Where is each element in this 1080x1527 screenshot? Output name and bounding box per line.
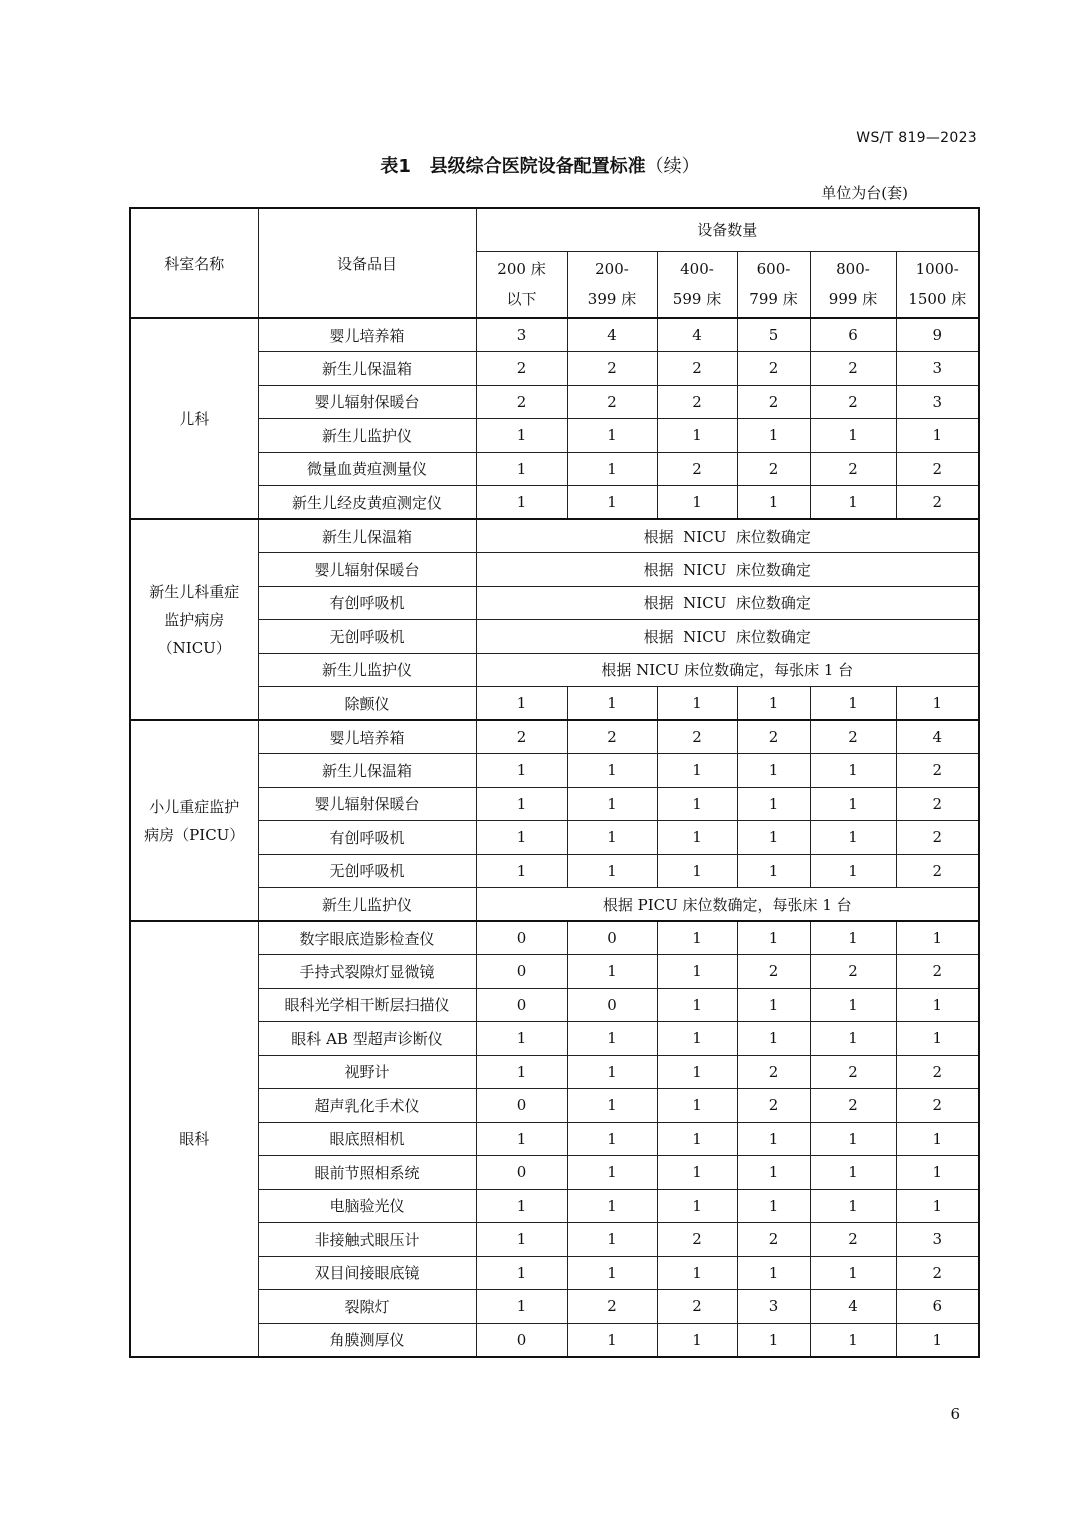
quantity-cell: 1 (896, 1122, 979, 1156)
quantity-cell: 1 (810, 486, 896, 520)
quantity-cell: 1 (737, 419, 810, 453)
equipment-item: 婴儿培养箱 (258, 720, 476, 754)
quantity-cell: 3 (476, 318, 567, 352)
quantity-cell: 2 (737, 452, 810, 486)
header-bed-range (567, 251, 657, 318)
quantity-cell: 1 (476, 1290, 567, 1324)
quantity-cell: 1 (737, 1156, 810, 1190)
bed-range-line2: 599 床 (672, 290, 722, 309)
department-name-line: （NICU） (157, 638, 231, 657)
equipment-item: 视野计 (258, 1055, 476, 1089)
quantity-cell: 1 (896, 419, 979, 453)
quantity-cell: 1 (810, 787, 896, 821)
table-row (130, 1055, 979, 1089)
quantity-cell: 1 (657, 1156, 737, 1190)
equipment-item: 眼底照相机 (258, 1122, 476, 1156)
table-row (130, 687, 979, 721)
table-row (130, 1256, 979, 1290)
quantity-cell: 2 (810, 955, 896, 989)
table-row (130, 452, 979, 486)
bed-range-line1: 1000- (915, 260, 959, 279)
quantity-cell: 1 (657, 1089, 737, 1123)
quantity-cell: 1 (810, 921, 896, 955)
quantity-cell: 1 (657, 787, 737, 821)
table-row (130, 787, 979, 821)
equipment-item: 婴儿辐射保暖台 (258, 553, 476, 587)
equipment-item: 新生儿经皮黄疸测定仪 (258, 486, 476, 520)
quantity-cell: 1 (657, 486, 737, 520)
quantity-cell: 1 (657, 687, 737, 721)
unit-note: 单位为台(套) (821, 184, 908, 202)
quantity-cell: 1 (476, 821, 567, 855)
page-number: 6 (950, 1405, 960, 1423)
quantity-cell: 1 (476, 1189, 567, 1223)
quantity-cell: 1 (737, 1022, 810, 1056)
equipment-item: 双目间接眼底镜 (258, 1256, 476, 1290)
quantity-cell: 2 (810, 1089, 896, 1123)
quantity-cell: 1 (810, 988, 896, 1022)
department-name-line: 眼科 (179, 1129, 210, 1148)
quantity-cell: 1 (657, 988, 737, 1022)
equipment-item: 新生儿保温箱 (258, 519, 476, 553)
quantity-cell: 1 (567, 955, 657, 989)
equipment-item: 电脑验光仪 (258, 1189, 476, 1223)
table-label: 表1 (380, 156, 411, 177)
quantity-note: 根据 PICU 床位数确定，每张床 1 台 (476, 888, 979, 922)
quantity-cell: 1 (567, 419, 657, 453)
table-row (130, 1223, 979, 1257)
equipment-item: 新生儿监护仪 (258, 419, 476, 453)
quantity-cell: 2 (896, 1055, 979, 1089)
quantity-cell: 4 (896, 720, 979, 754)
quantity-cell: 1 (810, 754, 896, 788)
quantity-note: 根据 NICU 床位数确定 (476, 586, 979, 620)
table-row (130, 352, 979, 386)
quantity-cell: 2 (896, 754, 979, 788)
quantity-cell: 1 (476, 754, 567, 788)
quantity-note: 根据 NICU 床位数确定 (476, 553, 979, 587)
quantity-cell: 1 (896, 1323, 979, 1357)
quantity-cell: 1 (567, 1189, 657, 1223)
equipment-item: 眼科光学相干断层扫描仪 (258, 988, 476, 1022)
table-row (130, 988, 979, 1022)
quantity-cell: 1 (567, 1122, 657, 1156)
quantity-cell: 1 (567, 1156, 657, 1190)
header-dept: 科室名称 (130, 208, 258, 318)
quantity-cell: 0 (476, 1089, 567, 1123)
quantity-cell: 1 (657, 1055, 737, 1089)
equipment-item: 数字眼底造影检查仪 (258, 921, 476, 955)
quantity-cell: 2 (896, 1089, 979, 1123)
table-row (130, 921, 979, 955)
quantity-cell: 1 (567, 754, 657, 788)
quantity-cell: 1 (567, 854, 657, 888)
quantity-cell: 1 (810, 1022, 896, 1056)
quantity-cell: 1 (567, 687, 657, 721)
quantity-cell: 1 (810, 1189, 896, 1223)
header-bed-range (810, 251, 896, 318)
quantity-cell: 1 (657, 1122, 737, 1156)
quantity-cell: 1 (737, 1122, 810, 1156)
quantity-cell: 2 (896, 821, 979, 855)
quantity-cell: 2 (567, 720, 657, 754)
equipment-item: 有创呼吸机 (258, 821, 476, 855)
department-name-line: 监护病房 (164, 610, 225, 629)
bed-range-line2: 799 床 (749, 290, 798, 309)
quantity-cell: 1 (896, 1022, 979, 1056)
quantity-cell: 2 (476, 385, 567, 419)
bed-range-line1: 400- (680, 260, 714, 279)
quantity-cell: 0 (476, 988, 567, 1022)
quantity-cell: 1 (476, 1055, 567, 1089)
table-row (130, 553, 979, 587)
department-cell (130, 519, 258, 720)
quantity-cell: 1 (476, 452, 567, 486)
table-row (130, 821, 979, 855)
table-row (130, 888, 979, 922)
quantity-cell: 3 (737, 1290, 810, 1324)
equipment-item: 眼前节照相系统 (258, 1156, 476, 1190)
table-row (130, 1089, 979, 1123)
bed-range-line2: 999 床 (828, 290, 878, 309)
quantity-cell: 1 (567, 1022, 657, 1056)
quantity-cell: 2 (657, 1223, 737, 1257)
quantity-cell: 3 (896, 1223, 979, 1257)
quantity-cell: 1 (567, 1089, 657, 1123)
table-title-text: 县级综合医院设备配置标准 (429, 156, 646, 177)
bed-range-line2: 399 床 (587, 290, 637, 309)
quantity-cell: 1 (567, 821, 657, 855)
table-row (130, 486, 979, 520)
table-row (130, 620, 979, 654)
table-title-continued: （续） (645, 156, 700, 177)
quantity-cell: 1 (810, 1122, 896, 1156)
quantity-cell: 2 (737, 1089, 810, 1123)
quantity-cell: 1 (567, 452, 657, 486)
header-bed-range (737, 251, 810, 318)
quantity-cell: 1 (657, 754, 737, 788)
equipment-item: 无创呼吸机 (258, 854, 476, 888)
equipment-item: 非接触式眼压计 (258, 1223, 476, 1257)
equipment-item: 无创呼吸机 (258, 620, 476, 654)
quantity-cell: 1 (657, 821, 737, 855)
table-title (0, 152, 1080, 178)
department-name-line: 新生儿科重症 (149, 582, 240, 601)
equipment-item: 裂隙灯 (258, 1290, 476, 1324)
quantity-cell: 2 (657, 452, 737, 486)
quantity-cell: 2 (657, 720, 737, 754)
department-cell (130, 720, 258, 921)
quantity-cell: 2 (896, 955, 979, 989)
quantity-note: 根据 NICU 床位数确定 (476, 620, 979, 654)
table-row (130, 385, 979, 419)
quantity-cell: 2 (896, 452, 979, 486)
quantity-cell: 2 (737, 1055, 810, 1089)
department-cell (130, 921, 258, 1357)
quantity-cell: 2 (737, 720, 810, 754)
quantity-cell: 1 (810, 1156, 896, 1190)
header-bed-range (657, 251, 737, 318)
quantity-cell: 1 (476, 419, 567, 453)
bed-range-line1: 800- (836, 260, 870, 279)
quantity-cell: 2 (810, 352, 896, 386)
quantity-cell: 3 (896, 385, 979, 419)
quantity-cell: 2 (657, 352, 737, 386)
table-row (130, 653, 979, 687)
equipment-item: 手持式裂隙灯显微镜 (258, 955, 476, 989)
quantity-cell: 1 (657, 1323, 737, 1357)
quantity-cell: 1 (476, 486, 567, 520)
quantity-cell: 1 (657, 854, 737, 888)
quantity-cell: 1 (737, 687, 810, 721)
quantity-cell: 2 (737, 352, 810, 386)
equipment-item: 新生儿监护仪 (258, 653, 476, 687)
quantity-cell: 0 (567, 921, 657, 955)
quantity-cell: 1 (810, 1323, 896, 1357)
equipment-item: 有创呼吸机 (258, 586, 476, 620)
quantity-cell: 1 (567, 1055, 657, 1089)
quantity-cell: 2 (657, 385, 737, 419)
quantity-cell: 0 (476, 1323, 567, 1357)
table-row (130, 854, 979, 888)
department-name-line: 儿科 (179, 409, 210, 428)
quantity-cell: 1 (737, 921, 810, 955)
quantity-cell: 2 (896, 1256, 979, 1290)
quantity-cell: 4 (810, 1290, 896, 1324)
quantity-cell: 2 (567, 385, 657, 419)
quantity-cell: 0 (476, 955, 567, 989)
quantity-cell: 1 (896, 1189, 979, 1223)
quantity-cell: 1 (657, 419, 737, 453)
equipment-table (129, 207, 980, 1358)
equipment-item: 微量血黄疸测量仪 (258, 452, 476, 486)
quantity-cell: 2 (810, 452, 896, 486)
quantity-cell: 2 (737, 1223, 810, 1257)
quantity-cell: 2 (476, 352, 567, 386)
quantity-cell: 1 (567, 1223, 657, 1257)
quantity-cell: 2 (896, 854, 979, 888)
table-row (130, 1290, 979, 1324)
quantity-cell: 2 (810, 1055, 896, 1089)
quantity-cell: 3 (896, 352, 979, 386)
quantity-cell: 1 (567, 1323, 657, 1357)
quantity-cell: 1 (737, 821, 810, 855)
equipment-item: 婴儿辐射保暖台 (258, 787, 476, 821)
quantity-cell: 1 (810, 419, 896, 453)
quantity-cell: 5 (737, 318, 810, 352)
quantity-cell: 1 (896, 687, 979, 721)
bed-range-line1: 600- (756, 260, 791, 279)
bed-range-line1: 200 床 (497, 260, 546, 279)
quantity-cell: 9 (896, 318, 979, 352)
quantity-cell: 1 (657, 1022, 737, 1056)
table-row (130, 754, 979, 788)
quantity-cell: 2 (657, 1290, 737, 1324)
table-row (130, 1156, 979, 1190)
quantity-cell: 1 (896, 988, 979, 1022)
quantity-cell: 1 (567, 1256, 657, 1290)
header-bed-range (896, 251, 979, 318)
quantity-cell: 1 (476, 1122, 567, 1156)
quantity-cell: 1 (737, 787, 810, 821)
quantity-cell: 1 (657, 955, 737, 989)
quantity-cell: 1 (657, 921, 737, 955)
quantity-note: 根据 NICU 床位数确定 (476, 519, 979, 553)
quantity-cell: 2 (476, 720, 567, 754)
quantity-note: 根据 NICU 床位数确定，每张床 1 台 (476, 653, 979, 687)
table-row (130, 419, 979, 453)
equipment-item: 眼科 AB 型超声诊断仪 (258, 1022, 476, 1056)
quantity-cell: 1 (476, 687, 567, 721)
quantity-cell: 0 (476, 921, 567, 955)
quantity-cell: 0 (567, 988, 657, 1022)
table-row (130, 1189, 979, 1223)
quantity-cell: 1 (476, 854, 567, 888)
quantity-cell: 2 (567, 1290, 657, 1324)
equipment-item: 新生儿保温箱 (258, 352, 476, 386)
quantity-cell: 2 (737, 955, 810, 989)
equipment-item: 新生儿保温箱 (258, 754, 476, 788)
quantity-cell: 1 (810, 854, 896, 888)
bed-range-line2: 以下 (506, 290, 537, 309)
quantity-cell: 1 (737, 1323, 810, 1357)
table-row (130, 519, 979, 553)
table-row (130, 1022, 979, 1056)
equipment-item: 婴儿培养箱 (258, 318, 476, 352)
quantity-cell: 1 (896, 921, 979, 955)
equipment-item: 除颤仪 (258, 687, 476, 721)
equipment-item: 新生儿监护仪 (258, 888, 476, 922)
quantity-cell: 1 (476, 1223, 567, 1257)
bed-range-line1: 200- (595, 260, 629, 279)
table-row (130, 318, 979, 352)
department-name-line: 小儿重症监护 (149, 797, 240, 816)
quantity-cell: 4 (657, 318, 737, 352)
quantity-cell: 4 (567, 318, 657, 352)
quantity-cell: 1 (737, 1256, 810, 1290)
quantity-cell: 1 (657, 1189, 737, 1223)
quantity-cell: 0 (476, 1156, 567, 1190)
quantity-cell: 1 (476, 787, 567, 821)
header-quantity: 设备数量 (476, 208, 979, 251)
quantity-cell: 2 (810, 385, 896, 419)
table-row (130, 586, 979, 620)
quantity-cell: 2 (810, 720, 896, 754)
header-bed-range (476, 251, 567, 318)
quantity-cell: 1 (896, 1156, 979, 1190)
quantity-cell: 1 (810, 821, 896, 855)
quantity-cell: 2 (896, 787, 979, 821)
equipment-item: 角膜测厚仪 (258, 1323, 476, 1357)
quantity-cell: 1 (737, 988, 810, 1022)
quantity-cell: 1 (476, 1022, 567, 1056)
quantity-cell: 1 (476, 1256, 567, 1290)
quantity-cell: 2 (810, 1223, 896, 1257)
quantity-cell: 6 (810, 318, 896, 352)
standard-code: WS/T 819—2023 (856, 130, 977, 146)
quantity-cell: 1 (737, 754, 810, 788)
quantity-cell: 1 (737, 1189, 810, 1223)
quantity-cell: 2 (737, 385, 810, 419)
department-name-line: 病房（PICU） (144, 825, 245, 844)
quantity-cell: 1 (810, 1256, 896, 1290)
quantity-cell: 1 (657, 1256, 737, 1290)
quantity-cell: 2 (896, 486, 979, 520)
quantity-cell: 1 (737, 486, 810, 520)
table-row (130, 720, 979, 754)
table-row (130, 1122, 979, 1156)
quantity-cell: 1 (737, 854, 810, 888)
quantity-cell: 1 (567, 486, 657, 520)
quantity-cell: 1 (567, 787, 657, 821)
equipment-item: 超声乳化手术仪 (258, 1089, 476, 1123)
quantity-cell: 1 (810, 687, 896, 721)
header-item: 设备品目 (258, 208, 476, 318)
quantity-cell: 6 (896, 1290, 979, 1324)
table-row (130, 955, 979, 989)
department-cell (130, 318, 258, 519)
table-row (130, 1323, 979, 1357)
equipment-item: 婴儿辐射保暖台 (258, 385, 476, 419)
bed-range-line2: 1500 床 (908, 290, 967, 309)
quantity-cell: 2 (567, 352, 657, 386)
